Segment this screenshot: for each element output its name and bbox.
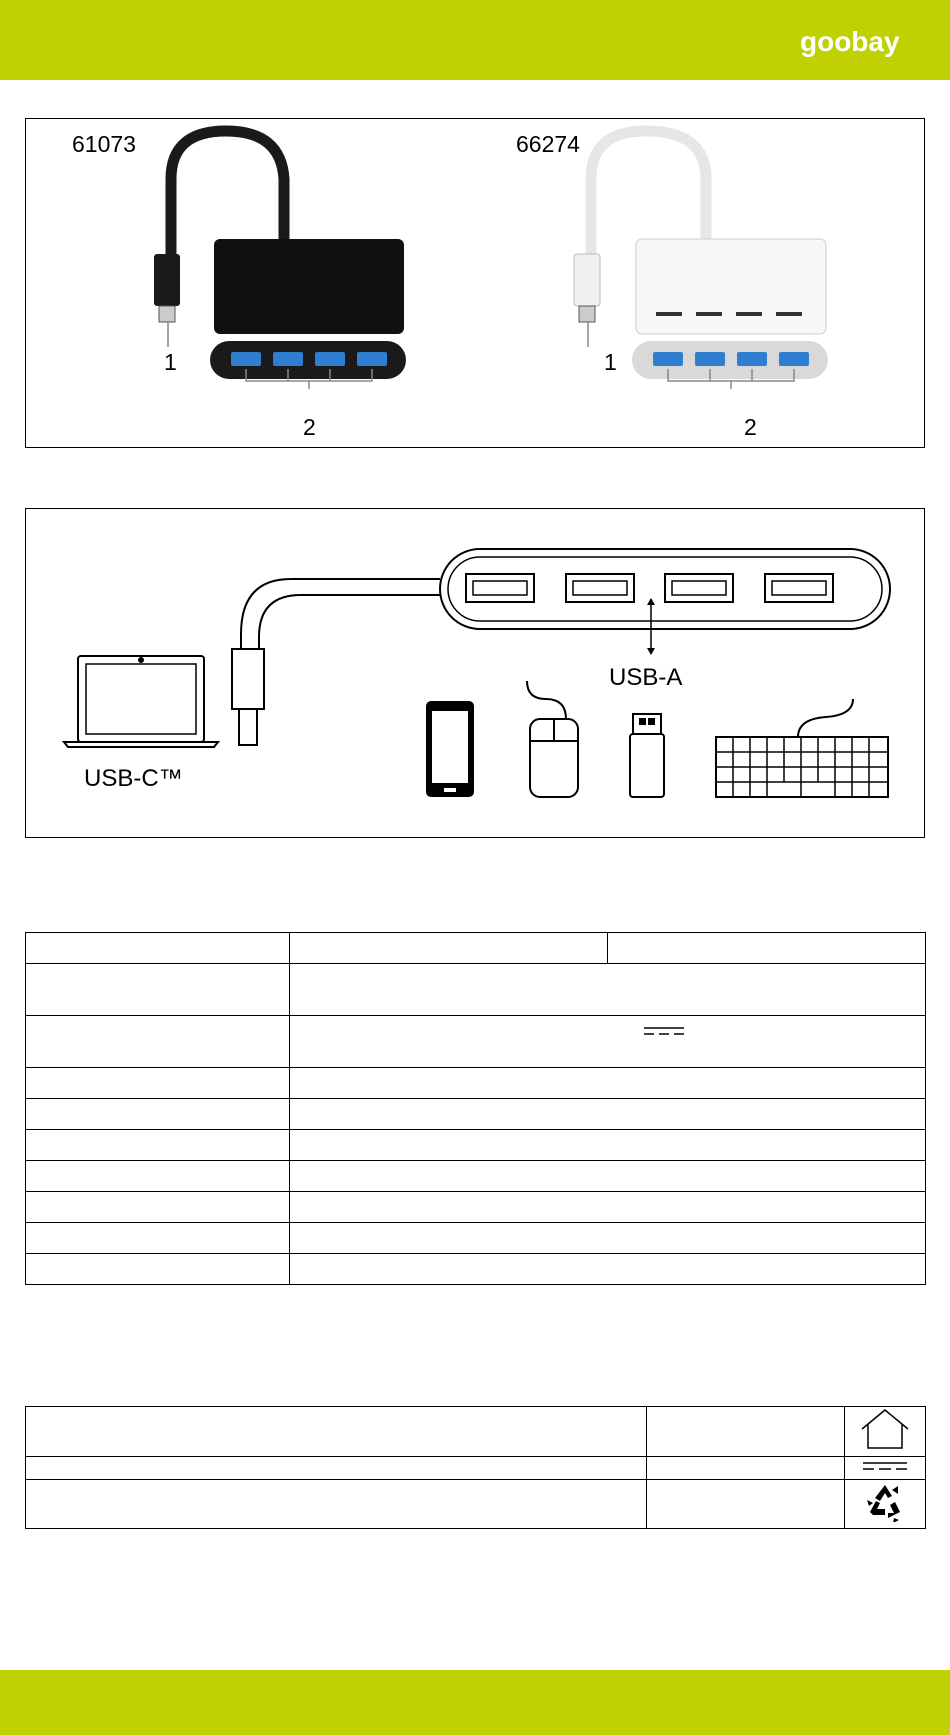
table-cell bbox=[845, 1407, 926, 1457]
table-cell bbox=[290, 1130, 926, 1161]
symbol-table bbox=[25, 1406, 926, 1529]
table-cell bbox=[290, 1254, 926, 1285]
table-cell bbox=[290, 964, 926, 1016]
callout-cable-black: 1 bbox=[164, 349, 177, 375]
table-cell bbox=[26, 1407, 647, 1457]
table-cell bbox=[647, 1457, 845, 1480]
dc-current-icon bbox=[861, 1460, 909, 1472]
table-cell bbox=[26, 1457, 647, 1480]
callout-cable-white: 1 bbox=[604, 349, 617, 375]
table-cell bbox=[647, 1480, 845, 1529]
table-cell bbox=[26, 1161, 290, 1192]
table-row bbox=[26, 1161, 926, 1192]
article-number-white: 66274 bbox=[516, 131, 580, 157]
table-cell bbox=[290, 1161, 926, 1192]
table-row bbox=[26, 964, 926, 1016]
table-row bbox=[26, 1254, 926, 1285]
table-row bbox=[26, 933, 926, 964]
callout-ports-black: 2 bbox=[303, 414, 316, 440]
callout-ports-white: 2 bbox=[744, 414, 757, 440]
table-cell bbox=[26, 1192, 290, 1223]
table-cell bbox=[26, 1223, 290, 1254]
usb-c-cable bbox=[232, 579, 440, 745]
header-bar bbox=[0, 0, 950, 80]
connection-diagram-box bbox=[25, 508, 925, 838]
specification-table bbox=[25, 932, 926, 1285]
hub-black-61073 bbox=[154, 131, 406, 389]
table-row bbox=[26, 1099, 926, 1130]
table-row bbox=[26, 1223, 926, 1254]
usb-stick-icon bbox=[630, 714, 664, 797]
goobay-logo bbox=[800, 22, 928, 62]
mouse-icon bbox=[527, 681, 578, 797]
table-cell bbox=[290, 933, 608, 964]
table-cell bbox=[608, 933, 926, 964]
footer-bar bbox=[0, 1670, 950, 1735]
dc-current-icon bbox=[644, 1026, 684, 1036]
table-cell bbox=[290, 1099, 926, 1130]
table-row bbox=[26, 1192, 926, 1223]
product-picture-box bbox=[25, 118, 925, 448]
article-number-black: 61073 bbox=[72, 131, 136, 157]
table-cell bbox=[845, 1457, 926, 1480]
table-cell bbox=[26, 1099, 290, 1130]
table-cell bbox=[647, 1407, 845, 1457]
laptop-icon bbox=[64, 656, 218, 747]
house-icon bbox=[859, 1407, 911, 1451]
keyboard-icon bbox=[716, 699, 888, 797]
table-cell bbox=[845, 1480, 926, 1529]
table-cell bbox=[290, 1068, 926, 1099]
usb-hub-outline bbox=[440, 549, 890, 629]
logo-text: goobay bbox=[800, 26, 900, 57]
usb-c-label: USB-C™ bbox=[84, 765, 183, 792]
table-cell bbox=[290, 1016, 926, 1068]
table-cell bbox=[26, 1068, 290, 1099]
table-row bbox=[26, 1016, 926, 1068]
table-row bbox=[26, 1480, 926, 1529]
recycle-icon bbox=[865, 1482, 905, 1522]
table-cell bbox=[26, 1130, 290, 1161]
table-cell bbox=[26, 1254, 290, 1285]
table-cell bbox=[26, 1480, 647, 1529]
table-row bbox=[26, 1068, 926, 1099]
table-cell bbox=[290, 1223, 926, 1254]
table-row bbox=[26, 1130, 926, 1161]
product-illustration bbox=[26, 119, 924, 447]
table-row bbox=[26, 1407, 926, 1457]
table-cell bbox=[290, 1192, 926, 1223]
table-cell bbox=[26, 933, 290, 964]
phone-icon bbox=[426, 701, 474, 797]
table-cell bbox=[26, 1016, 290, 1068]
table-cell bbox=[26, 964, 290, 1016]
table-row bbox=[26, 1457, 926, 1480]
usb-a-label: USB-A bbox=[609, 664, 683, 691]
